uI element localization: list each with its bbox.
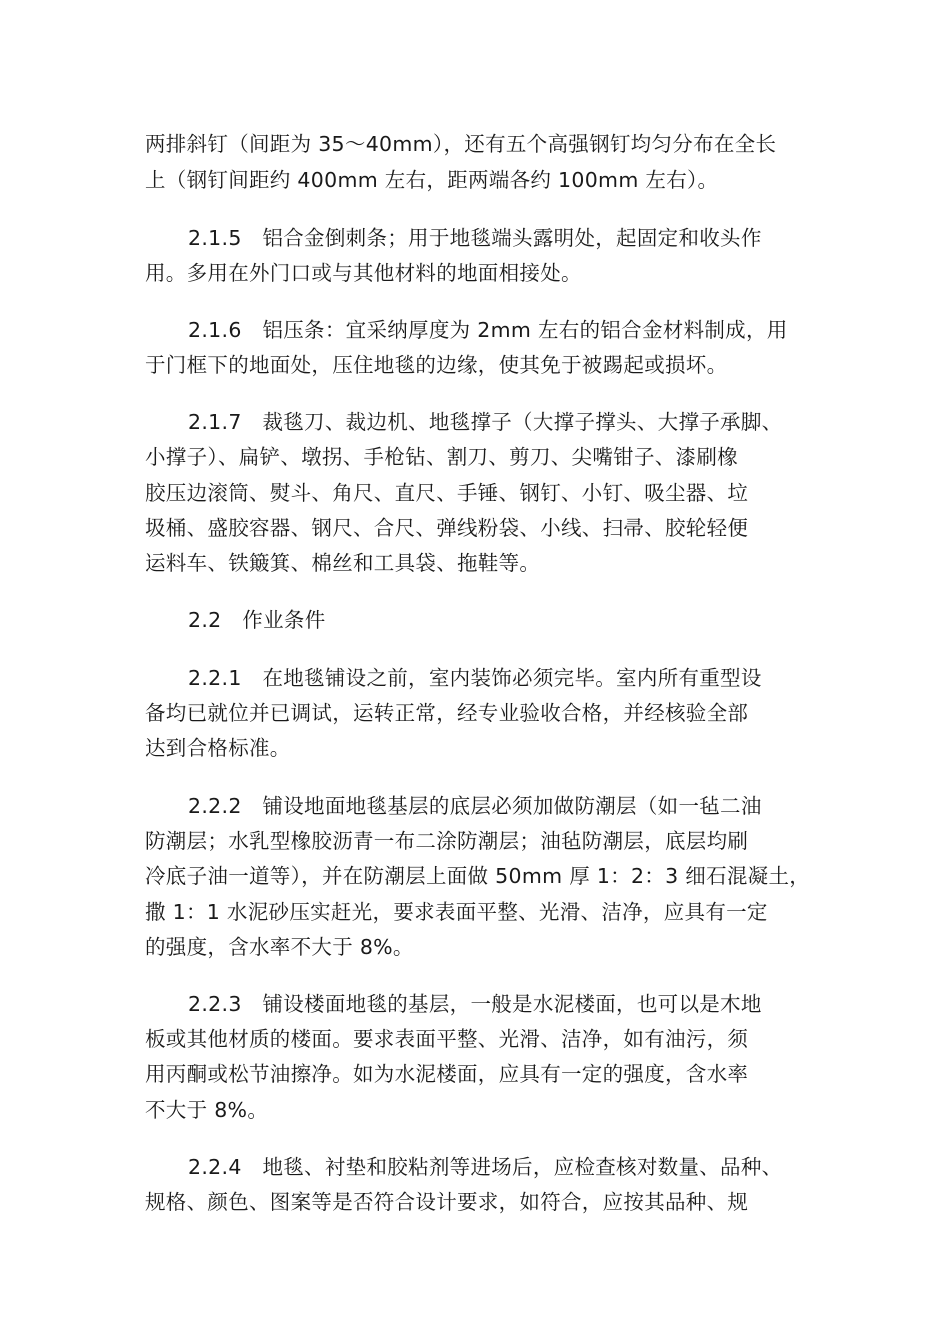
text-line: 小撑子）、扁铲、墩拐、手枪钻、割刀、剪刀、尖嘴钳子、漆刷橡 <box>145 445 738 469</box>
text-line: 达到合格标准。 <box>145 736 291 760</box>
text-line: 2.2.1 在地毯铺设之前，室内装饰必须完毕。室内所有重型设 <box>188 666 762 690</box>
text-line: 规格、颜色、图案等是否符合设计要求，如符合，应按其品种、规 <box>145 1190 749 1214</box>
text-line: 2.1.6 铝压条：宜采纳厚度为 2mm 左右的铝合金材料制成，用 <box>188 318 788 342</box>
text-line: 撒 1：1 水泥砂压实赶光，要求表面平整、光滑、洁净，应具有一定 <box>145 900 768 924</box>
text-line: 用。多用在外门口或与其他材料的地面相接处。 <box>145 261 582 285</box>
text-line: 圾桶、盛胶容器、钢尺、合尺、弹线粉袋、小线、扫帚、胶轮轻便 <box>145 516 749 540</box>
text-line: 2.2.4 地毯、衬垫和胶粘剂等进场后，应检查核对数量、品种、 <box>188 1155 783 1179</box>
text-line: 胶压边滚筒、熨斗、角尺、直尺、手锤、钢钉、小钉、吸尘器、垃 <box>145 481 749 505</box>
text-line: 2.2.3 铺设楼面地毯的基层，一般是水泥楼面，也可以是木地 <box>188 992 762 1016</box>
text-line: 防潮层；水乳型橡胶沥青一布二涂防潮层；油毡防潮层，底层均刷 <box>145 829 749 853</box>
text-line: 两排斜钉（间距为 35～40mm），还有五个高强钢钉均匀分布在全长 <box>145 132 777 156</box>
text-line: 上（钢钉间距约 400mm 左右，距两端各约 100mm 左右）。 <box>145 168 719 192</box>
text-line: 不大于 8%。 <box>145 1098 269 1122</box>
text-line: 运料车、铁簸箕、棉丝和工具袋、拖鞋等。 <box>145 551 541 575</box>
text-line: 的强度，含水率不大于 8%。 <box>145 935 414 959</box>
text-line: 2.2.2 铺设地面地毯基层的底层必须加做防潮层（如一毡二油 <box>188 794 762 818</box>
text-line: 2.1.5 铝合金倒刺条；用于地毯端头露明处，起固定和收头作 <box>188 226 762 250</box>
text-line: 备均已就位并已调试，运转正常，经专业验收合格，并经核验全部 <box>145 701 749 725</box>
text-line: 板或其他材质的楼面。要求表面平整、光滑、洁净，如有油污，须 <box>145 1027 749 1051</box>
text-line: 冷底子油一道等），并在防潮层上面做 50mm 厚 1：2：3 细石混凝土， <box>145 864 811 888</box>
text-line: 2.1.7 裁毯刀、裁边机、地毯撑子（大撑子撑头、大撑子承脚、 <box>188 410 783 434</box>
text-line: 用丙酮或松节油擦净。如为水泥楼面，应具有一定的强度，含水率 <box>145 1062 749 1086</box>
text-line: 于门框下的地面处，压住地毯的边缘，使其免于被踢起或损坏。 <box>145 353 728 377</box>
section-heading: 2.2 作业条件 <box>188 608 326 632</box>
